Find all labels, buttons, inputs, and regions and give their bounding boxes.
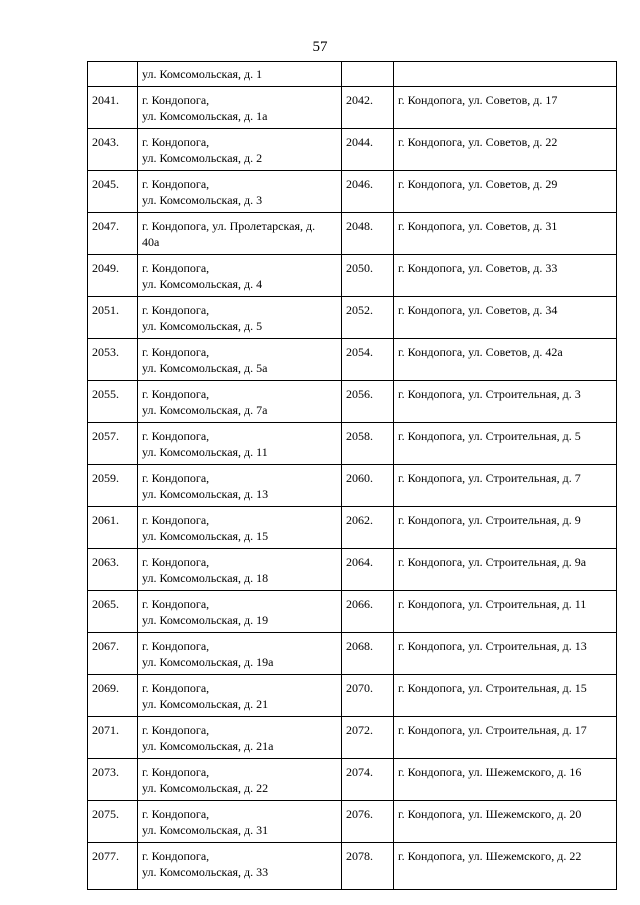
address-line: г. Кондопога, [142,135,210,149]
table-row [88,843,617,890]
address-line: г. Кондопога, ул. Советов, д. 17 [398,93,558,107]
row-number-right: 2062. [342,507,394,549]
address-left [138,129,342,171]
address-line: ул. Комсомольская, д. 3 [142,193,263,207]
address-line: г. Кондопога, ул. Шежемского, д. 16 [398,765,582,779]
address-left [138,297,342,339]
address-line: ул. Комсомольская, д. 15 [142,529,269,543]
table-row [88,465,617,507]
row-number-right: 2078. [342,843,394,890]
table-row [88,255,617,297]
address-line: 40а [142,235,160,249]
address-line: г. Кондопога, ул. Строительная, д. 9а [398,555,587,569]
row-number-right: 2060. [342,465,394,507]
address-line: г. Кондопога, ул. Советов, д. 33 [398,261,558,275]
address-right [394,62,617,87]
address-right [394,297,617,339]
table-row [88,591,617,633]
row-number-left: 2061. [88,507,138,549]
address-left [138,591,342,633]
address-line: г. Кондопога, [142,303,210,317]
row-number-left: 2075. [88,801,138,843]
address-line: г. Кондопога, [142,597,210,611]
address-line: г. Кондопога, ул. Строительная, д. 5 [398,429,581,443]
address-line: ул. Комсомольская, д. 18 [142,571,269,585]
row-number-right: 2044. [342,129,394,171]
address-left [138,465,342,507]
row-number-left: 2073. [88,759,138,801]
address-right [394,129,617,171]
table-row [88,381,617,423]
row-number-right: 2070. [342,675,394,717]
row-number-left: 2057. [88,423,138,465]
address-left [138,717,342,759]
address-line: г. Кондопога, [142,261,210,275]
address-line: г. Кондопога, [142,345,210,359]
address-right [394,801,617,843]
address-left [138,381,342,423]
address-line: г. Кондопога, [142,555,210,569]
address-left [138,759,342,801]
address-right [394,255,617,297]
row-number-left: 2043. [88,129,138,171]
address-line: ул. Комсомольская, д. 19 [142,613,269,627]
address-line: г. Кондопога, ул. Советов, д. 22 [398,135,558,149]
row-number-right: 2068. [342,633,394,675]
address-left [138,843,342,890]
row-number-left: 2053. [88,339,138,381]
address-right [394,843,617,890]
table-row [88,129,617,171]
address-left [138,255,342,297]
address-line: ул. Комсомольская, д. 5а [142,361,268,375]
address-right [394,549,617,591]
table-row [88,675,617,717]
row-number-left: 2047. [88,213,138,255]
address-line: г. Кондопога, [142,807,210,821]
row-number-right: 2042. [342,87,394,129]
address-line: ул. Комсомольская, д. 22 [142,781,269,795]
address-line: ул. Комсомольская, д. 21 [142,697,269,711]
row-number-right: 2056. [342,381,394,423]
table-row [88,171,617,213]
address-line: г. Кондопога, ул. Советов, д. 42а [398,345,563,359]
address-line: г. Кондопога, [142,429,210,443]
page-number: 57 [312,39,328,55]
address-line: г. Кондопога, ул. Строительная, д. 3 [398,387,581,401]
address-line: ул. Комсомольская, д. 4 [142,277,263,291]
row-number-left: 2059. [88,465,138,507]
address-right [394,633,617,675]
table-row [88,87,617,129]
address-line: г. Кондопога, ул. Советов, д. 34 [398,303,558,317]
address-right [394,465,617,507]
address-line: г. Кондопога, ул. Шежемского, д. 22 [398,849,582,863]
address-left [138,339,342,381]
address-left [138,213,342,255]
row-number-left: 2067. [88,633,138,675]
row-number-left: 2071. [88,717,138,759]
address-left [138,423,342,465]
address-line: г. Кондопога, ул. Пролетарская, д. [142,219,316,233]
address-right [394,759,617,801]
row-number-right: 2072. [342,717,394,759]
table-row [88,507,617,549]
address-line: г. Кондопога, [142,177,210,191]
address-right [394,717,617,759]
row-number-right [342,62,394,87]
address-line: г. Кондопога, [142,387,210,401]
table-row [88,801,617,843]
row-number-right: 2052. [342,297,394,339]
row-number-left: 2069. [88,675,138,717]
address-left [138,801,342,843]
row-number-right: 2066. [342,591,394,633]
address-right [394,675,617,717]
address-left [138,507,342,549]
address-right [394,171,617,213]
table-row [88,297,617,339]
address-right [394,507,617,549]
row-number-left: 2065. [88,591,138,633]
address-line: ул. Комсомольская, д. 31 [142,823,269,837]
row-number-right: 2054. [342,339,394,381]
table-row [88,339,617,381]
row-number-right: 2074. [342,759,394,801]
table-row [88,423,617,465]
row-number-left: 2051. [88,297,138,339]
address-line: г. Кондопога, [142,513,210,527]
address-left [138,633,342,675]
address-line: г. Кондопога, [142,471,210,485]
address-line: ул. Комсомольская, д. 11 [142,445,268,459]
address-line: ул. Комсомольская, д. 21а [142,739,274,753]
address-line: г. Кондопога, ул. Строительная, д. 11 [398,597,587,611]
address-line: г. Кондопога, [142,93,210,107]
table-row [88,62,617,87]
address-left [138,62,342,87]
address-line: ул. Комсомольская, д. 1а [142,109,268,123]
address-line: г. Кондопога, ул. Строительная, д. 15 [398,681,587,695]
table-row [88,549,617,591]
row-number-right: 2064. [342,549,394,591]
table-row [88,213,617,255]
address-line: г. Кондопога, ул. Строительная, д. 13 [398,639,587,653]
row-number-left: 2041. [88,87,138,129]
row-number-left: 2055. [88,381,138,423]
address-right [394,423,617,465]
address-line: ул. Комсомольская, д. 1 [142,67,263,81]
address-line: г. Кондопога, ул. Строительная, д. 17 [398,723,587,737]
address-line: г. Кондопога, ул. Строительная, д. 7 [398,471,581,485]
address-right [394,87,617,129]
address-line: г. Кондопога, ул. Советов, д. 29 [398,177,558,191]
address-line: ул. Комсомольская, д. 19а [142,655,274,669]
row-number-left: 2049. [88,255,138,297]
address-line: ул. Комсомольская, д. 5 [142,319,263,333]
table-row [88,759,617,801]
address-line: г. Кондопога, ул. Шежемского, д. 20 [398,807,582,821]
address-line: ул. Комсомольская, д. 13 [142,487,269,501]
address-line: г. Кондопога, [142,723,210,737]
row-number-left: 2063. [88,549,138,591]
row-number-right: 2076. [342,801,394,843]
address-right [394,339,617,381]
address-left [138,87,342,129]
address-right [394,381,617,423]
row-number-right: 2048. [342,213,394,255]
address-line: г. Кондопога, [142,765,210,779]
address-line: ул. Комсомольская, д. 7а [142,403,268,417]
address-line: г. Кондопога, [142,639,210,653]
row-number-left: 2077. [88,843,138,890]
row-number-left [88,62,138,87]
address-table [87,61,617,890]
row-number-right: 2046. [342,171,394,213]
address-left [138,549,342,591]
address-line: г. Кондопога, [142,681,210,695]
address-right [394,213,617,255]
row-number-left: 2045. [88,171,138,213]
table-row [88,717,617,759]
address-line: ул. Комсомольская, д. 2 [142,151,263,165]
address-left [138,675,342,717]
address-line: ул. Комсомольская, д. 33 [142,865,269,879]
row-number-right: 2050. [342,255,394,297]
address-right [394,591,617,633]
address-line: г. Кондопога, ул. Строительная, д. 9 [398,513,581,527]
row-number-right: 2058. [342,423,394,465]
table-row [88,633,617,675]
address-line: г. Кондопога, ул. Советов, д. 31 [398,219,558,233]
address-left [138,171,342,213]
address-line: г. Кондопога, [142,849,210,863]
